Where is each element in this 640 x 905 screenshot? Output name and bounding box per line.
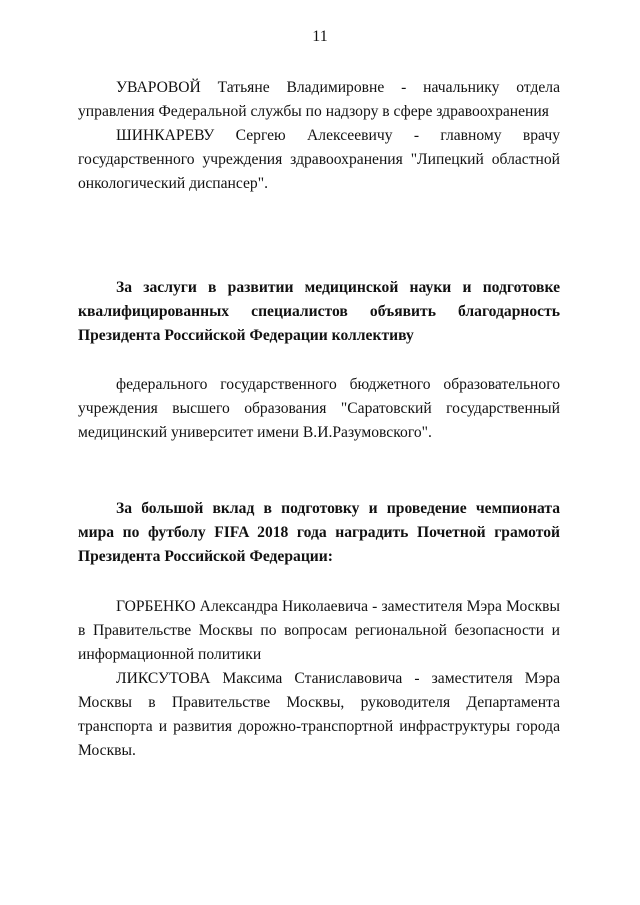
section-heading: За большой вклад в подготовку и проведение чемпионата мира по футболу FIFA 2018 года наградить Почетной грамотой Президента Российской Федерации: [78, 500, 560, 565]
organization-paragraph: федерального государственного бюджетного образовательного учреждения высшего образования "Саратовский государственный медицинский университет имени В.И.Разумовского". [78, 376, 560, 441]
award-recipient-paragraph: ШИНКАРЕВУ Сергею Алексеевичу - главному врачу государственного учреждения здравоохранения "Липецкий областной онкологический диспансер". [78, 127, 560, 192]
award-recipient-paragraph: ГОРБЕНКО Александра Николаевича - заместителя Мэра Москвы в Правительстве Москвы по вопросам региональной безопасности и информационной политики [78, 598, 560, 663]
section-heading: За заслуги в развитии медицинской науки и подготовке квалифицированных специалистов объявить благодарность Президента Российской Федерации коллективу [78, 279, 560, 344]
page-number: 11 [312, 28, 328, 45]
award-recipient-paragraph: УВАРОВОЙ Татьяне Владимировне - начальнику отдела управления Федеральной службы по надзору в сфере здравоохранения [78, 79, 560, 120]
award-recipient-paragraph: ЛИКСУТОВА Максима Станиславовича - заместителя Мэра Москвы в Правительстве Москвы, руководителя Департамента транспорта и развития дорожно-транспортной инфраструктуры города Москвы. [78, 670, 560, 759]
award-list-bottom [78, 595, 560, 763]
award-list-top [78, 76, 560, 196]
